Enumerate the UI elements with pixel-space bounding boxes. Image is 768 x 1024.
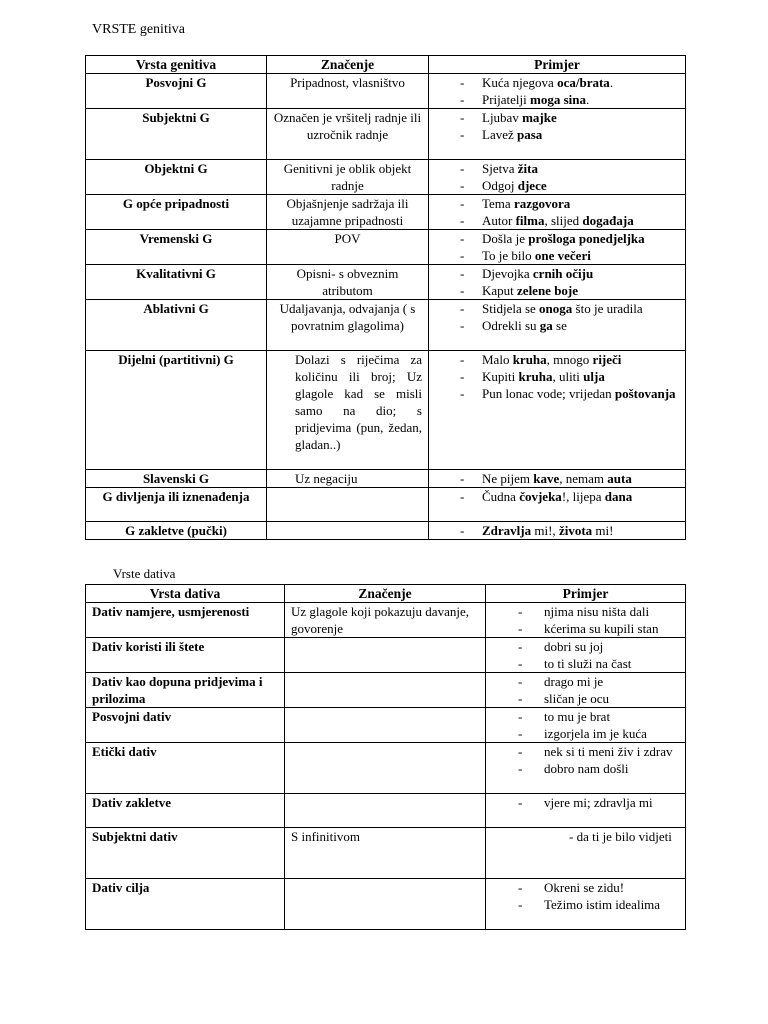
example-item (432, 212, 682, 229)
example-keyword: kruha (512, 352, 547, 367)
example-text: , nemam (559, 471, 608, 486)
example-text: Ljubav (482, 110, 523, 125)
genitive-examples (429, 470, 686, 488)
example-text: Ne pijem (482, 471, 534, 486)
example-text: Pun lonac vode; vrijedan (482, 386, 615, 401)
example-text: Odgoj (482, 178, 518, 193)
genitive-type: Ablativni G (86, 300, 267, 351)
example-text: Djevojka (482, 266, 533, 281)
dative-examples (486, 743, 686, 794)
example-keyword: pasa (517, 127, 543, 142)
header-vrsta: Vrsta genitiva (86, 56, 267, 74)
example-list (432, 351, 682, 402)
example-text: - da ti je bilo vidjeti (569, 829, 672, 844)
dative-type: Posvojni dativ (86, 708, 285, 743)
dative-meaning (285, 673, 486, 708)
example-text: Odrekli su (482, 318, 540, 333)
example-text: , mnogo (546, 352, 593, 367)
example-item: - dobri su joj (489, 638, 682, 655)
dative-examples (486, 828, 686, 879)
dative-meaning: Uz glagole koji pokazuju davanje, govorenje (285, 603, 486, 638)
example-item (432, 109, 682, 126)
example-text: mi!, (531, 523, 559, 538)
example-text: Došla je (482, 231, 529, 246)
example-keyword: moga sina (530, 92, 587, 107)
dative-examples (486, 794, 686, 828)
example-keyword: poštovanja (614, 386, 676, 401)
example-text: Čudna (482, 489, 520, 504)
genitive-table-body (86, 74, 686, 540)
dative-meaning (285, 708, 486, 743)
example-keyword: događaja (582, 213, 634, 228)
example-list (432, 470, 682, 487)
example-item (432, 317, 682, 334)
example-item (432, 470, 682, 487)
genitive-examples (429, 265, 686, 300)
table-row (86, 230, 686, 265)
example-list (489, 673, 682, 707)
genitive-meaning: Objašnjenje sadržaja ili uzajamne pripadnosti (267, 195, 429, 230)
example-item: - to mu je brat (489, 708, 682, 725)
dative-meaning (285, 743, 486, 794)
table-row (86, 351, 686, 470)
table-row (86, 638, 686, 673)
genitive-meaning (267, 522, 429, 540)
genitive-type: Posvojni G (86, 74, 267, 109)
genitive-table-header (86, 56, 686, 74)
example-text: Autor (482, 213, 516, 228)
example-keyword: one večeri (534, 248, 591, 263)
table-row (86, 300, 686, 351)
example-item (432, 195, 682, 212)
example-item (432, 91, 682, 108)
dative-type: Dativ zakletve (86, 794, 285, 828)
example-list (489, 794, 682, 811)
example-text: što je uradila (572, 301, 643, 316)
genitive-type: G opće pripadnosti (86, 195, 267, 230)
genitive-type: G divljenja ili iznenađenja (86, 488, 267, 522)
example-list (432, 160, 682, 194)
table-row (86, 603, 686, 638)
example-item: - izgorjela im je kuća (489, 725, 682, 742)
example-item (432, 177, 682, 194)
example-item: - vjere mi; zdravlja mi (489, 794, 682, 811)
genitive-type: G zakletve (pučki) (86, 522, 267, 540)
example-item (432, 488, 682, 505)
table-row (86, 743, 686, 794)
example-text: Kupiti (482, 369, 519, 384)
example-item: - nek si ti meni živ i zdrav (489, 743, 682, 760)
example-item (432, 385, 682, 402)
example-keyword: ulja (583, 369, 605, 384)
example-keyword: prošloga ponedjeljka (528, 231, 645, 246)
table-row (86, 160, 686, 195)
example-text: , uliti (552, 369, 584, 384)
genitive-type: Dijelni (partitivni) G (86, 351, 267, 470)
example-item: - njima nisu ništa dali (489, 603, 682, 620)
example-text: Tema (482, 196, 514, 211)
header-znacenje: Značenje (267, 56, 429, 74)
genitive-examples (429, 109, 686, 160)
genitive-examples (429, 522, 686, 540)
example-list (432, 522, 682, 539)
example-list (432, 195, 682, 229)
dative-type: Dativ namjere, usmjerenosti (86, 603, 285, 638)
example-keyword: filma (515, 213, 545, 228)
genitive-examples (429, 195, 686, 230)
example-item (432, 368, 682, 385)
example-item (432, 230, 682, 247)
genitive-meaning (267, 488, 429, 522)
genitive-meaning: Pripadnost, vlasništvo (267, 74, 429, 109)
example-keyword: razgovora (513, 196, 571, 211)
genitive-section-title: VRSTE genitiva (92, 22, 185, 37)
example-list (432, 265, 682, 299)
example-list (489, 603, 682, 637)
example-keyword: zelene boje (517, 283, 579, 298)
example-list (432, 488, 682, 505)
example-text: Lavež (482, 127, 518, 142)
example-text: se (552, 318, 567, 333)
dative-meaning (285, 638, 486, 673)
example-text: mi! (592, 523, 614, 538)
example-keyword: žita (517, 161, 538, 176)
genitive-type: Vremenski G (86, 230, 267, 265)
example-text: Stidjela se (482, 301, 540, 316)
example-item (432, 522, 682, 539)
genitive-meaning: Opisni- s obveznim atributom (267, 265, 429, 300)
genitive-meaning: Dolazi s riječima za količinu ili broj; Uz glagole kad se misli samo na dio; s pridjevima (pun, žedan, gladan..) (267, 351, 429, 470)
table-row (86, 708, 686, 743)
example-keyword: auta (607, 471, 632, 486)
example-item (432, 247, 682, 264)
dative-examples (486, 603, 686, 638)
example-keyword: djece (517, 178, 547, 193)
example-list (432, 109, 682, 143)
example-text: To je bilo (482, 248, 535, 263)
genitive-examples (429, 230, 686, 265)
example-keyword: života (558, 523, 593, 538)
dative-meaning: S infinitivom (285, 828, 486, 879)
example-item (432, 351, 682, 368)
genitive-table (85, 55, 686, 540)
dative-type: Dativ cilja (86, 879, 285, 930)
example-list (432, 300, 682, 334)
dative-type: Dativ koristi ili štete (86, 638, 285, 673)
dative-table-header (86, 585, 686, 603)
example-item: - drago mi je (489, 673, 682, 690)
example-keyword: Zdravlja (482, 523, 532, 538)
table-row (86, 265, 686, 300)
example-item (432, 282, 682, 299)
example-text: Sjetva (482, 161, 518, 176)
genitive-meaning: Genitivni je oblik objekt radnje (267, 160, 429, 195)
example-text: , slijed (544, 213, 583, 228)
example-text: Kaput (482, 283, 518, 298)
example-keyword: ga (539, 318, 553, 333)
dative-examples (486, 708, 686, 743)
example-text: . (609, 75, 614, 90)
example-keyword: majke (522, 110, 557, 125)
example-keyword: dana (604, 489, 633, 504)
genitive-type: Subjektni G (86, 109, 267, 160)
table-row (86, 74, 686, 109)
example-list (432, 230, 682, 264)
example-item: - Težimo istim idealima (489, 896, 682, 913)
example-keyword: kave (533, 471, 560, 486)
table-row (86, 488, 686, 522)
table-row (86, 195, 686, 230)
table-row (86, 828, 686, 879)
dative-type: Subjektni dativ (86, 828, 285, 879)
example-text: . (586, 92, 590, 107)
genitive-type: Slavenski G (86, 470, 267, 488)
example-item (432, 126, 682, 143)
genitive-examples (429, 300, 686, 351)
genitive-examples (429, 351, 686, 470)
table-row (86, 879, 686, 930)
dative-type: Etički dativ (86, 743, 285, 794)
example-item (432, 265, 682, 282)
dative-type: Dativ kao dopuna pridjevima i prilozima (86, 673, 285, 708)
dative-meaning (285, 794, 486, 828)
genitive-examples (429, 488, 686, 522)
table-row (86, 470, 686, 488)
example-keyword: crnih očiju (532, 266, 594, 281)
genitive-type: Objektni G (86, 160, 267, 195)
example-keyword: riječi (592, 352, 622, 367)
example-keyword: čovjeka (519, 489, 562, 504)
dative-table (85, 584, 686, 930)
dative-examples (486, 673, 686, 708)
example-item: - to ti služi na čast (489, 655, 682, 672)
table-row (86, 673, 686, 708)
dative-table-body (86, 603, 686, 930)
genitive-meaning: POV (267, 230, 429, 265)
header-primjer: Primjer (429, 56, 686, 74)
genitive-type: Kvalitativni G (86, 265, 267, 300)
example-text: Prijatelji (482, 92, 531, 107)
example-item: - kćerima su kupili stan (489, 620, 682, 637)
table-row (86, 522, 686, 540)
example-list (489, 743, 682, 777)
example-list (489, 638, 682, 672)
example-list (489, 879, 682, 913)
example-keyword: oca/brata (557, 75, 610, 90)
example-text: Kuća njegova (482, 75, 558, 90)
example-item: - sličan je ocu (489, 690, 682, 707)
dative-examples (486, 638, 686, 673)
example-keyword: kruha (518, 369, 553, 384)
genitive-examples (429, 160, 686, 195)
example-item (432, 74, 682, 91)
example-text: !, lijepa (561, 489, 605, 504)
example-item (432, 160, 682, 177)
genitive-examples (429, 74, 686, 109)
genitive-meaning: Označen je vršitelj radnje ili uzročnik radnje (267, 109, 429, 160)
genitive-meaning: Udaljavanja, odvajanja ( s povratnim glagolima) (267, 300, 429, 351)
table-row (86, 794, 686, 828)
example-list (432, 74, 682, 108)
dative-meaning (285, 879, 486, 930)
example-list (489, 708, 682, 742)
dative-section-title: Vrste dativa (113, 566, 176, 581)
dative-examples (486, 879, 686, 930)
header-primjer: Primjer (486, 585, 686, 603)
header-vrsta: Vrsta dativa (86, 585, 285, 603)
example-item: - dobro nam došli (489, 760, 682, 777)
example-keyword: onoga (539, 301, 573, 316)
table-row (86, 109, 686, 160)
header-znacenje: Značenje (285, 585, 486, 603)
example-text: Malo (482, 352, 513, 367)
example-item (432, 300, 682, 317)
example-item: - Okreni se zidu! (489, 879, 682, 896)
genitive-meaning: Uz negaciju (267, 470, 429, 488)
